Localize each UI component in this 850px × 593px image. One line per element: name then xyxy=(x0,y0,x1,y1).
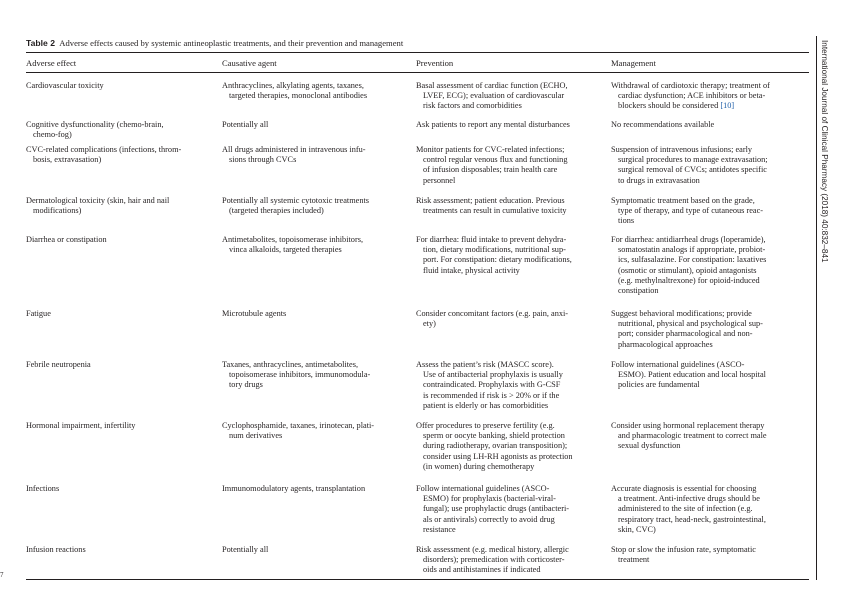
cell-line: consider using LH-RH agonists as protection xyxy=(423,451,573,461)
cell-management xyxy=(611,360,766,391)
cell-line: Antimetabolites, topoisomerase inhibitors, xyxy=(222,235,364,244)
cell-prevention xyxy=(416,421,573,472)
cell-management xyxy=(611,120,714,130)
cell-line: disorders); premedication with corticoster- xyxy=(423,555,565,565)
cell-line: Suspension of intravenous infusions; early xyxy=(611,145,753,154)
cell-line: respiratory tract, head-neck, gastrointestinal, xyxy=(618,514,766,524)
cell-causative-agent xyxy=(222,235,363,255)
table-caption xyxy=(26,38,403,48)
cell-line: Taxanes, anthracyclines, antimetabolites, xyxy=(222,360,359,369)
header-causative-agent: Causative agent xyxy=(222,58,277,68)
page-number: 7 xyxy=(0,571,4,579)
cell-line: port; consider pharmacological and non- xyxy=(618,329,753,339)
cell-line: Follow international guidelines (ASCO- xyxy=(611,360,745,369)
cell-prevention xyxy=(416,360,563,411)
cell-line: policies are fundamental xyxy=(618,380,700,390)
cell-adverse-effect xyxy=(26,421,135,431)
cell-line: Use of antibacterial prophylaxis is usually xyxy=(423,370,563,380)
cell-causative-agent xyxy=(222,421,374,441)
cell-line: Infusion reactions xyxy=(26,545,86,554)
cell-line: Basal assessment of cardiac function (ECHO, xyxy=(416,81,568,90)
cell-adverse-effect xyxy=(26,81,104,91)
cell-line: treatment xyxy=(618,555,650,565)
sidebar-rule xyxy=(816,36,817,580)
cell-line: Diarrhea or constipation xyxy=(26,235,107,244)
cell-line: contraindicated. Prophylaxis with G-CSF xyxy=(423,380,561,390)
cell-line: Hormonal impairment, infertility xyxy=(26,421,136,430)
cell-line: als or antivirals) correctly to avoid drug xyxy=(423,514,555,524)
cell-line: Assess the patient’s risk (MASCC score). xyxy=(416,360,554,369)
cell-adverse-effect xyxy=(26,120,164,140)
journal-sidebar: International Journal of Clinical Pharmacy (2018) 40:832–841 xyxy=(820,40,829,263)
cell-line: Febrile neutropenia xyxy=(26,360,91,369)
cell-line: vinca alkaloids, targeted therapies xyxy=(229,245,342,255)
cell-line: Consider concomitant factors (e.g. pain, anxi- xyxy=(416,309,569,318)
cell-line: control regular venous flux and functioning xyxy=(423,155,568,165)
cell-line: oids and antihistamines if indicated xyxy=(423,565,541,575)
cell-line: pharmacological approaches xyxy=(618,339,713,349)
cell-line: Potentially all xyxy=(222,120,269,129)
cell-line: port. For constipation: dietary modifications, xyxy=(423,255,572,265)
cell-line: to drugs in extravasation xyxy=(618,175,700,185)
cell-prevention xyxy=(416,81,568,112)
cell-line: Dermatological toxicity (skin, hair and nail xyxy=(26,196,170,205)
cell-line: and pharmacologic treatment to correct male xyxy=(618,431,767,441)
table-bottom-rule xyxy=(26,579,809,580)
cell-line: Offer procedures to preserve fertility (e.g. xyxy=(416,421,555,430)
cell-line: treatments can result in cumulative toxicity xyxy=(423,206,567,216)
cell-line: Risk assessment; patient education. Previous xyxy=(416,196,565,205)
cell-line: sions through CVCs xyxy=(229,155,297,165)
cell-line: (targeted therapies included) xyxy=(229,206,324,216)
cell-line: (e.g. methylnaltrexone) for opioid-induced xyxy=(618,275,760,285)
cell-line: fungal); use prophylactic drugs (antibacteri- xyxy=(423,504,570,514)
cell-management xyxy=(611,196,763,227)
cell-line: personnel xyxy=(423,175,456,185)
cell-line: blockers should be considered [10] xyxy=(618,101,735,111)
cell-line: cardiac dysfunction; ACE inhibitors or beta- xyxy=(618,91,766,101)
cell-adverse-effect xyxy=(26,309,51,319)
cell-line: fluid intake, physical activity xyxy=(423,265,520,275)
cell-line: a treatment. Anti-infective drugs should be xyxy=(618,494,760,504)
reference-link[interactable]: [10] xyxy=(720,101,735,111)
cell-line: Anthracyclines, alkylating agents, taxanes, xyxy=(222,81,364,90)
cell-adverse-effect xyxy=(26,196,169,216)
header-management: Management xyxy=(611,58,656,68)
cell-line: No recommendations available xyxy=(611,120,715,129)
cell-line: Cardiovascular toxicity xyxy=(26,81,104,90)
cell-adverse-effect xyxy=(26,145,181,165)
cell-line: Monitor patients for CVC-related infections; xyxy=(416,145,565,154)
cell-line: of infusion disposables; train health care xyxy=(423,165,558,175)
cell-line: nutritional, physical and psychological sup- xyxy=(618,319,763,329)
cell-management xyxy=(611,484,766,535)
cell-line: Symptomatic treatment based on the grade, xyxy=(611,196,755,205)
cell-line: tion, dietary modifications, nutritional sup- xyxy=(423,245,566,255)
cell-line: modifications) xyxy=(33,206,82,216)
cell-line: Fatigue xyxy=(26,309,51,318)
cell-line: Microtubule agents xyxy=(222,309,287,318)
cell-management xyxy=(611,421,767,452)
cell-line: Accurate diagnosis is essential for choosing xyxy=(611,484,757,493)
cell-management xyxy=(611,545,756,565)
cell-line: somatostatin analogs if appropriate, probiot- xyxy=(618,245,766,255)
cell-line: sperm or oocyte banking, shield protection xyxy=(423,431,565,441)
cell-adverse-effect xyxy=(26,545,86,555)
cell-causative-agent xyxy=(222,545,268,555)
cell-line: Immunomodulatory agents, transplantation xyxy=(222,484,366,493)
cell-line: Stop or slow the infusion rate, symptomatic xyxy=(611,545,756,554)
cell-line: topoisomerase inhibitors, immunomodula- xyxy=(229,370,371,380)
header-adverse-effect: Adverse effect xyxy=(26,58,77,68)
cell-line: risk factors and comorbidities xyxy=(423,101,522,111)
cell-prevention xyxy=(416,545,569,576)
cell-line: tory drugs xyxy=(229,380,263,390)
cell-line: surgical removal of CVCs; antidotes specific xyxy=(618,165,767,175)
cell-line: Cyclophosphamide, taxanes, irinotecan, plati- xyxy=(222,421,375,430)
cell-line: tions xyxy=(618,216,635,226)
cell-line: Cognitive dysfunctionality (chemo-brain, xyxy=(26,120,164,129)
cell-line: chemo-fog) xyxy=(33,130,72,140)
cell-management xyxy=(611,145,768,186)
cell-line: Potentially all xyxy=(222,545,269,554)
cell-line: surgical procedures to manage extravasation; xyxy=(618,155,768,165)
header-prevention: Prevention xyxy=(416,58,454,68)
table-label: Table 2 xyxy=(26,38,55,48)
cell-line: ESMO). Patient education and local hospital xyxy=(618,370,766,380)
cell-line: (in women) during chemotherapy xyxy=(423,461,535,471)
cell-line: targeted therapies, monoclonal antibodies xyxy=(229,91,368,101)
cell-prevention xyxy=(416,196,567,216)
cell-causative-agent xyxy=(222,309,286,319)
cell-prevention xyxy=(416,145,567,186)
cell-line: num derivatives xyxy=(229,431,283,441)
cell-line: Ask patients to report any mental disturbances xyxy=(416,120,570,129)
cell-line: resistance xyxy=(423,524,456,534)
cell-prevention xyxy=(416,484,569,535)
cell-line: type of therapy, and type of cutaneous reac- xyxy=(618,206,764,216)
cell-line: Infections xyxy=(26,484,60,493)
cell-prevention xyxy=(416,235,572,276)
cell-line: ESMO) for prophylaxis (bacterial-viral- xyxy=(423,494,556,504)
cell-line: Withdrawal of cardiotoxic therapy; treatment of xyxy=(611,81,770,90)
cell-line: bosis, extravasation) xyxy=(33,155,102,165)
cell-adverse-effect xyxy=(26,360,91,370)
cell-causative-agent xyxy=(222,145,366,165)
cell-line: Follow international guidelines (ASCO- xyxy=(416,484,550,493)
cell-prevention xyxy=(416,120,570,130)
table-header-rule xyxy=(26,72,809,73)
cell-line: LVEF, ECG); evaluation of cardiovascular xyxy=(423,91,565,101)
cell-line: Potentially all systemic cytotoxic treatments xyxy=(222,196,370,205)
cell-line: CVC-related complications (infections, throm- xyxy=(26,145,182,154)
cell-line: All drugs administered in intravenous infu- xyxy=(222,145,366,154)
cell-causative-agent xyxy=(222,484,365,494)
cell-line: Consider using hormonal replacement therapy xyxy=(611,421,765,430)
cell-line: Risk assessment (e.g. medical history, allergic xyxy=(416,545,569,554)
cell-management xyxy=(611,81,770,112)
table-top-rule xyxy=(26,52,809,53)
cell-line: administered to the site of infection (e.g. xyxy=(618,504,753,514)
cell-line: skin, CVC) xyxy=(618,524,656,534)
cell-line: is recommended if risk is > 20% or if the xyxy=(423,390,560,400)
cell-line: ety) xyxy=(423,319,436,329)
cell-causative-agent xyxy=(222,120,268,130)
cell-line: (osmotic or stimulant), opioid antagonists xyxy=(618,265,757,275)
cell-management xyxy=(611,235,766,296)
cell-causative-agent xyxy=(222,81,367,101)
cell-causative-agent xyxy=(222,196,369,216)
cell-line: patient is elderly or has comorbidities xyxy=(423,400,549,410)
cell-line: ics, sulfasalazine. For constipation: laxatives xyxy=(618,255,767,265)
cell-line: For diarrhea: fluid intake to prevent dehydra- xyxy=(416,235,567,244)
cell-management xyxy=(611,309,763,350)
cell-line: sexual dysfunction xyxy=(618,441,681,451)
table-title: Adverse effects caused by systemic antineoplastic treatments, and their prevention and management xyxy=(59,38,404,48)
cell-line: constipation xyxy=(618,286,659,296)
cell-prevention xyxy=(416,309,568,329)
cell-line: For diarrhea: antidiarrheal drugs (loperamide), xyxy=(611,235,766,244)
cell-causative-agent xyxy=(222,360,370,391)
cell-adverse-effect xyxy=(26,235,107,245)
cell-line: during radiotherapy, ovarian transposition); xyxy=(423,441,568,451)
cell-adverse-effect xyxy=(26,484,59,494)
cell-line: Suggest behavioral modifications; provide xyxy=(611,309,752,318)
